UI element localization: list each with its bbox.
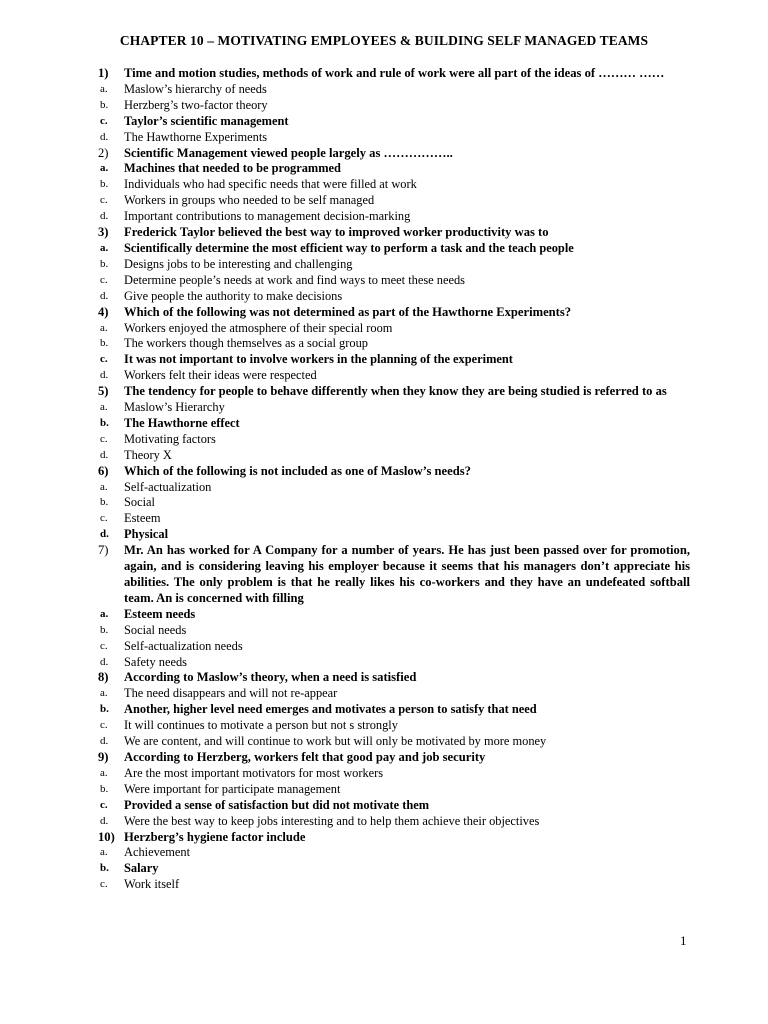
answer-option — [100, 82, 690, 98]
option-text: Designs jobs to be interesting and challenging — [124, 256, 353, 271]
option-text: Determine people’s needs at work and find ways to meet these needs — [124, 272, 465, 287]
answer-option — [100, 495, 690, 511]
answer-option — [100, 98, 690, 114]
answer-option — [100, 766, 690, 782]
option-text: Theory X — [124, 447, 172, 462]
option-letter: a. — [100, 321, 108, 334]
option-letter: c. — [100, 114, 108, 127]
question — [100, 225, 690, 241]
answer-option — [100, 718, 690, 734]
option-text: Self-actualization needs — [124, 638, 243, 653]
option-letter: b. — [100, 623, 109, 636]
option-text: Give people the authority to make decisions — [124, 288, 343, 303]
answer-option — [100, 655, 690, 671]
option-text: Important contributions to management decision-marking — [124, 209, 411, 224]
option-text: The Hawthorne effect — [124, 415, 240, 430]
option-text: Workers enjoyed the atmosphere of their special room — [124, 320, 393, 335]
option-text: We are content, and will continue to work but will only be motivated by more money — [124, 734, 547, 749]
chapter-title: CHAPTER 10 – MOTIVATING EMPLOYEES & BUILDING SELF MANAGED TEAMS — [119, 33, 649, 48]
option-text: The workers though themselves as a social group — [124, 336, 368, 351]
option-letter: c. — [100, 798, 108, 811]
option-text: Achievement — [124, 845, 191, 860]
option-text: Herzberg’s two-factor theory — [124, 97, 268, 112]
option-text: Physical — [124, 527, 169, 542]
option-text: Machines that needed to be programmed — [124, 161, 341, 176]
option-text: It was not important to involve workers in the planning of the experiment — [124, 352, 513, 367]
option-letter: c. — [100, 194, 108, 207]
answer-option — [100, 480, 690, 496]
option-letter: b. — [100, 496, 109, 509]
option-letter: b. — [100, 337, 109, 350]
option-letter: d. — [100, 448, 109, 461]
question-number: 8) — [98, 670, 109, 685]
question-text: Frederick Taylor believed the best way to improved worker productivity was to — [124, 225, 549, 240]
option-text: Esteem needs — [124, 606, 196, 621]
option-text: Esteem — [124, 511, 161, 526]
answer-option — [100, 289, 690, 305]
option-letter: b. — [100, 178, 109, 191]
option-text: Motivating factors — [124, 431, 216, 446]
option-text: Maslow’s hierarchy of needs — [124, 81, 267, 96]
question-number: 1) — [98, 66, 109, 80]
option-text: Scientifically determine the most efficient way to perform a task and the teach people — [124, 240, 574, 255]
question — [100, 146, 690, 162]
option-text: It will continues to motivate a person but not s strongly — [124, 718, 398, 733]
answer-option — [100, 448, 690, 464]
question — [100, 384, 690, 400]
answer-option — [100, 273, 690, 289]
question — [100, 305, 690, 321]
answer-option — [100, 130, 690, 146]
option-text: The need disappears and will not re-appear — [124, 686, 338, 701]
answer-option — [100, 209, 690, 225]
option-text: Another, higher level need emerges and motivates a person to satisfy that need — [124, 702, 537, 717]
question-text: According to Maslow’s theory, when a need is satisfied — [124, 670, 417, 685]
option-text: Taylor’s scientific management — [124, 113, 289, 128]
option-text: Are the most important motivators for most workers — [124, 765, 384, 780]
question — [100, 66, 690, 82]
option-letter: c. — [100, 432, 108, 445]
option-letter: a. — [100, 766, 108, 779]
option-text: Were the best way to keep jobs interesting and to help them achieve their objectives — [124, 813, 540, 828]
option-letter: c. — [100, 639, 108, 652]
question-text: Mr. An has worked for A Company for a number of years. He has just been passed over for promotion, again, and is considering leaving his employer because it seems that his managers don’t appreciate his abilities. The only problem is that he really likes his co-workers and they have an undefeated softball team. An is concerned with filling — [124, 543, 690, 605]
answer-option-correct — [100, 861, 690, 877]
question-text: Herzberg’s hygiene factor include — [124, 829, 306, 844]
option-text: Individuals who had specific needs that were filled at work — [124, 177, 417, 192]
answer-option — [100, 734, 690, 750]
answer-option — [100, 623, 690, 639]
option-text: Workers in groups who needed to be self managed — [124, 193, 375, 208]
answer-option — [100, 193, 690, 209]
answer-option-correct — [100, 161, 690, 177]
answer-option — [100, 782, 690, 798]
option-letter: b. — [100, 862, 109, 875]
answer-option — [100, 368, 690, 384]
question — [100, 830, 690, 846]
question-text: Scientific Management viewed people largely as …………….. — [124, 145, 453, 160]
option-text: Workers felt their ideas were respected — [124, 368, 317, 383]
question-list — [100, 66, 690, 893]
answer-option-correct — [100, 607, 690, 623]
option-letter: a. — [100, 687, 108, 700]
question-number: 2) — [98, 145, 109, 160]
option-text: Safety needs — [124, 654, 187, 669]
option-letter: b. — [100, 703, 109, 716]
question-number: 6) — [98, 463, 109, 478]
option-letter: c. — [100, 512, 108, 525]
question-number: 10) — [98, 829, 115, 844]
question-text: According to Herzberg, workers felt that good pay and job security — [124, 749, 486, 764]
option-text: Maslow’s Hierarchy — [124, 400, 225, 415]
option-letter: b. — [100, 416, 109, 429]
question — [100, 543, 690, 607]
answer-option-correct — [100, 527, 690, 543]
option-letter: a. — [100, 241, 109, 254]
page-number: 1 — [680, 933, 687, 948]
question-text: The tendency for people to behave differently when they know they are being studied is referred to as — [124, 384, 667, 399]
answer-option-correct — [100, 702, 690, 718]
answer-option-correct — [100, 114, 690, 130]
question-number: 9) — [98, 749, 109, 764]
option-letter: c. — [100, 719, 108, 732]
option-text: Social needs — [124, 622, 187, 637]
option-letter: b. — [100, 257, 109, 270]
answer-option-correct — [100, 798, 690, 814]
question-number: 3) — [98, 225, 109, 240]
answer-option-correct — [100, 352, 690, 368]
option-letter: d. — [100, 735, 109, 748]
option-letter: d. — [100, 528, 109, 541]
option-letter: d. — [100, 655, 109, 668]
option-letter: d. — [100, 130, 109, 143]
answer-option — [100, 639, 690, 655]
answer-option — [100, 336, 690, 352]
option-text: Were important for participate management — [124, 781, 341, 796]
answer-option — [100, 877, 690, 893]
option-text: Provided a sense of satisfaction but did not motivate them — [124, 797, 430, 812]
option-letter: d. — [100, 814, 109, 827]
answer-option-correct — [100, 241, 690, 257]
answer-option — [100, 257, 690, 273]
option-letter: a. — [100, 846, 108, 859]
option-letter: d. — [100, 289, 109, 302]
option-text: Social — [124, 495, 155, 510]
question — [100, 670, 690, 686]
answer-option — [100, 814, 690, 830]
question-text: Which of the following was not determined as part of the Hawthorne Experiments? — [124, 304, 572, 319]
answer-option — [100, 400, 690, 416]
option-letter: d. — [100, 210, 109, 223]
option-letter: a. — [100, 480, 108, 493]
answer-option-correct — [100, 416, 690, 432]
answer-option — [100, 177, 690, 193]
option-letter: a. — [100, 162, 109, 175]
answer-option — [100, 845, 690, 861]
question-number: 4) — [98, 304, 109, 319]
answer-option — [100, 511, 690, 527]
option-letter: c. — [100, 353, 108, 366]
option-letter: a. — [100, 607, 109, 620]
question — [100, 464, 690, 480]
question-number: 5) — [98, 384, 109, 399]
answer-option — [100, 432, 690, 448]
answer-option — [100, 686, 690, 702]
option-text: Salary — [124, 861, 159, 876]
option-letter: b. — [100, 98, 109, 111]
option-letter: a. — [100, 401, 108, 414]
option-text: Self-actualization — [124, 479, 212, 494]
question-text: Which of the following is not included as one of Maslow’s needs? — [124, 463, 471, 478]
option-text: Work itself — [124, 877, 180, 892]
question — [100, 750, 690, 766]
option-letter: a. — [100, 82, 108, 95]
option-letter: b. — [100, 782, 109, 795]
option-letter: c. — [100, 878, 108, 891]
question-number: 7) — [98, 543, 109, 558]
option-letter: c. — [100, 273, 108, 286]
option-text: The Hawthorne Experiments — [124, 129, 268, 144]
answer-option — [100, 321, 690, 337]
question-text: Time and motion studies, methods of work and rule of work were all part of the ideas of ……… …… — [124, 66, 665, 80]
option-letter: d. — [100, 369, 109, 382]
